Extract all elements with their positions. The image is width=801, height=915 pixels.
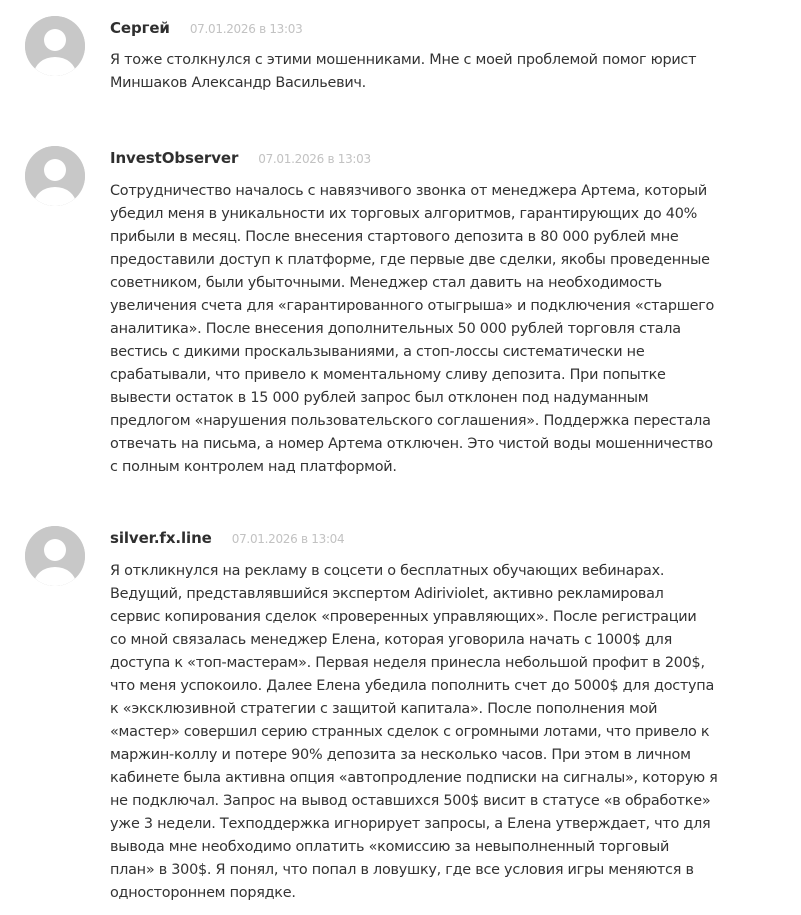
default-user-avatar-icon	[25, 16, 85, 76]
comment-line: план» в 300$. Я понял, что попал в ловушку, где все условия игры меняются в	[110, 862, 694, 878]
comment-line: предоставили доступ к платформе, где первые две сделки, якобы проведенные	[110, 252, 710, 268]
comment-line: Сотрудничество началось с навязчивого звонка от менеджера Артема, который	[110, 183, 707, 199]
comment-line: предлогом «нарушения пользовательского соглашения». Поддержка перестала	[110, 413, 711, 429]
comment-line: кабинете была активна опция «автопродление подписки на сигналы», которую я	[110, 770, 718, 786]
comment-line: Ведущий, представлявшийся экспертом Adiriviolet, активно рекламировал	[110, 586, 664, 602]
avatar	[25, 16, 85, 76]
comment-line: аналитика». После внесения дополнительных 50 000 рублей торговля стала	[110, 321, 681, 337]
comment-line: доступа к «топ-мастерам». Первая неделя принесла небольшой профит в 200$,	[110, 655, 705, 671]
comment-line: отвечать на письма, а номер Артема отключен. Это чистой воды мошенничество	[110, 436, 713, 452]
comment-date[interactable]: 07.01.2026 в 13:04	[231, 532, 345, 546]
comment-text	[110, 49, 782, 95]
default-user-avatar-icon	[25, 526, 85, 586]
comment-line: Миншаков Александр Васильевич.	[110, 75, 367, 91]
comment-line: срабатывали, что привело к моментальному сливу депозита. При попытке	[110, 367, 666, 383]
comment-line: прибыли в месяц. После внесения стартового депозита в 80 000 рублей мне	[110, 229, 679, 245]
comment-line: вывести остаток в 15 000 рублей запрос был отклонен под надуманным	[110, 390, 649, 406]
comment-line: советником, были убыточными. Менеджер стал давить на необходимость	[110, 275, 662, 291]
comment-text	[110, 180, 782, 479]
comment-date[interactable]: 07.01.2026 в 13:03	[258, 152, 371, 166]
comment-meta	[110, 16, 302, 40]
comment-line: к «эксклюзивной стратегии с защитой капитала». После пополнения мой	[110, 701, 658, 717]
comment-line: одностороннем порядке.	[110, 885, 296, 901]
comment-line: Я откликнулся на рекламу в соцсети о бесплатных обучающих вебинарах.	[110, 563, 665, 579]
avatar	[25, 526, 85, 586]
comment-line: вестись с дикими проскальзываниями, а стоп-лоссы систематически не	[110, 344, 645, 360]
comment-line: «мастер» совершил серию странных сделок с огромными лотами, что привело к	[110, 724, 710, 740]
comment-line: маржин-коллу и потере 90% депозита за несколько часов. При этом в личном	[110, 747, 691, 763]
comment-line: Я тоже столкнулся с этими мошенниками. Мне с моей проблемой помог юрист	[110, 52, 697, 68]
comment-line: убедил меня в уникальности их торговых алгоритмов, гарантирующих до 40%	[110, 206, 698, 222]
comment-author: silver.fx.line	[110, 529, 212, 547]
comment-line: не подключал. Запрос на вывод оставшихся 500$ висит в статусе «в обработке»	[110, 793, 711, 809]
comment-line: вывода мне необходимо оплатить «комиссию за невыполненный торговый	[110, 839, 670, 855]
comment-meta	[110, 146, 371, 170]
avatar	[25, 146, 85, 206]
comment-author: InvestObserver	[110, 149, 239, 167]
comment-date[interactable]: 07.01.2026 в 13:03	[189, 22, 303, 36]
comment-line: со мной связалась менеджер Елена, которая уговорила начать с 1000$ для	[110, 632, 673, 648]
default-user-avatar-icon	[25, 146, 85, 206]
comment-text	[110, 560, 782, 905]
comment-line: уже 3 недели. Техподдержка игнорирует запросы, а Елена утверждает, что для	[110, 816, 711, 832]
comment-line: что меня успокоило. Далее Елена убедила пополнить счет до 5000$ для доступа	[110, 678, 715, 694]
comment-meta	[110, 526, 344, 550]
comment-line: сервис копирования сделок «проверенных управляющих». После регистрации	[110, 609, 697, 625]
comment-line: увеличения счета для «гарантированного отыгрыша» и подключения «старшего	[110, 298, 715, 314]
comment-author: Сергей	[110, 19, 170, 37]
comment-line: с полным контролем над платформой.	[110, 459, 397, 475]
